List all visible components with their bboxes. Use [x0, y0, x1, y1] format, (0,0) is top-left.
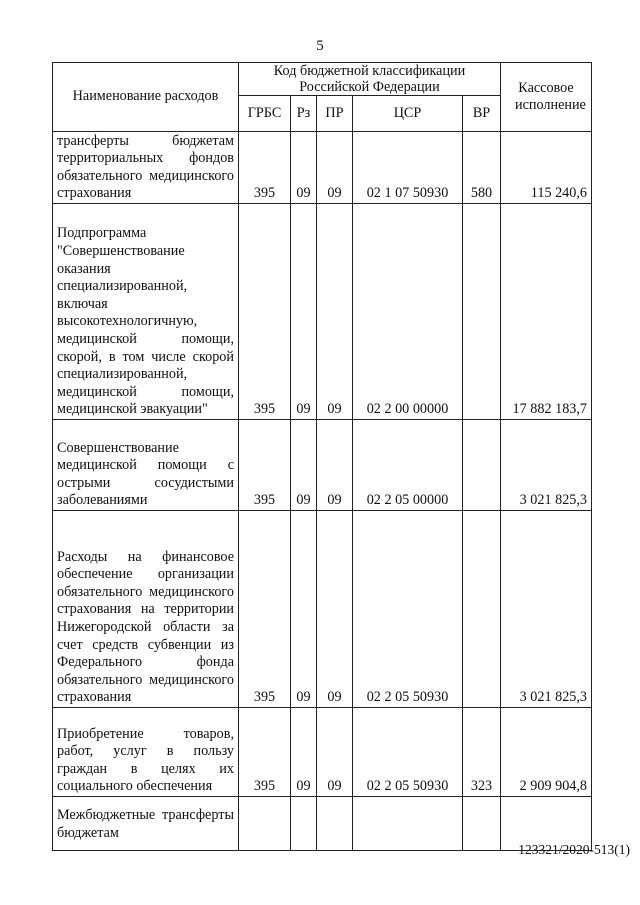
rz-cell: 09: [291, 132, 317, 204]
csr-cell: 02 2 00 00000: [353, 204, 463, 420]
vr-cell: [463, 204, 501, 420]
amount-cell: 3 021 825,3: [501, 420, 592, 511]
rz-cell: 09: [291, 511, 317, 708]
expense-name: Совершенствование медицинской помощи с острыми сосудистыми заболеваниями: [53, 420, 239, 511]
rz-cell: 09: [291, 708, 317, 797]
amount-cell: 17 882 183,7: [501, 204, 592, 420]
header-code-group: Код бюджетной классификации Российской Федерации: [239, 63, 501, 96]
pr-cell: 09: [317, 420, 353, 511]
grbs-cell: [239, 797, 291, 851]
rz-cell: 09: [291, 204, 317, 420]
grbs-cell: 395: [239, 511, 291, 708]
table-row: [53, 511, 592, 708]
expense-name: Подпрограмма "Совершенствование оказания специализированной, включая высокотехнологичную, медицинской помощи, скорой, в том числе скорой специализированной, медицинской помощи, медицинской эвакуации": [53, 204, 239, 420]
budget-table: [52, 62, 592, 851]
header-amount: Кассовое исполнение: [501, 63, 592, 132]
vr-cell: [463, 797, 501, 851]
csr-cell: 02 1 07 50930: [353, 132, 463, 204]
expense-name: трансферты бюджетам территориальных фондов обязательного медицинского страхования: [53, 132, 239, 204]
grbs-cell: 395: [239, 204, 291, 420]
grbs-cell: 395: [239, 420, 291, 511]
vr-cell: 323: [463, 708, 501, 797]
vr-cell: 580: [463, 132, 501, 204]
csr-cell: 02 2 05 50930: [353, 708, 463, 797]
expense-name: Межбюджетные трансферты бюджетам: [53, 797, 239, 851]
header-vr: ВР: [463, 96, 501, 132]
page-number: 5: [316, 38, 324, 54]
pr-cell: [317, 797, 353, 851]
vr-cell: [463, 420, 501, 511]
amount-cell: 115 240,6: [501, 132, 592, 204]
expense-name: Расходы на финансовое обеспечение организации обязательного медицинского страхования на территории Нижегородской области за счет средств субвенции из Федерального фонда обязательного медицинского страхования: [53, 511, 239, 708]
vr-cell: [463, 511, 501, 708]
header-csr: ЦСР: [353, 96, 463, 132]
pr-cell: 09: [317, 204, 353, 420]
table-row: [53, 797, 592, 851]
amount-cell: 3 021 825,3: [501, 511, 592, 708]
amount-cell: 2 909 904,8: [501, 708, 592, 797]
rz-cell: 09: [291, 420, 317, 511]
header-rz: Рз: [291, 96, 317, 132]
header-grbs: ГРБС: [239, 96, 291, 132]
rz-cell: [291, 797, 317, 851]
pr-cell: 09: [317, 132, 353, 204]
table-row: [53, 420, 592, 511]
grbs-cell: 395: [239, 708, 291, 797]
csr-cell: 02 2 05 00000: [353, 420, 463, 511]
table-row: [53, 708, 592, 797]
expense-name: Приобретение товаров, работ, услуг в пользу граждан в целях их социального обеспечения: [53, 708, 239, 797]
csr-cell: [353, 797, 463, 851]
table-header: [53, 63, 592, 132]
csr-cell: 02 2 05 50930: [353, 511, 463, 708]
table-row: [53, 132, 592, 204]
header-pr: ПР: [317, 96, 353, 132]
grbs-cell: 395: [239, 132, 291, 204]
document-code: 123321/2020-513(1): [518, 842, 630, 857]
table-row: [53, 204, 592, 420]
pr-cell: 09: [317, 708, 353, 797]
header-name: Наименование расходов: [53, 63, 239, 132]
pr-cell: 09: [317, 511, 353, 708]
table-body: [53, 132, 592, 851]
